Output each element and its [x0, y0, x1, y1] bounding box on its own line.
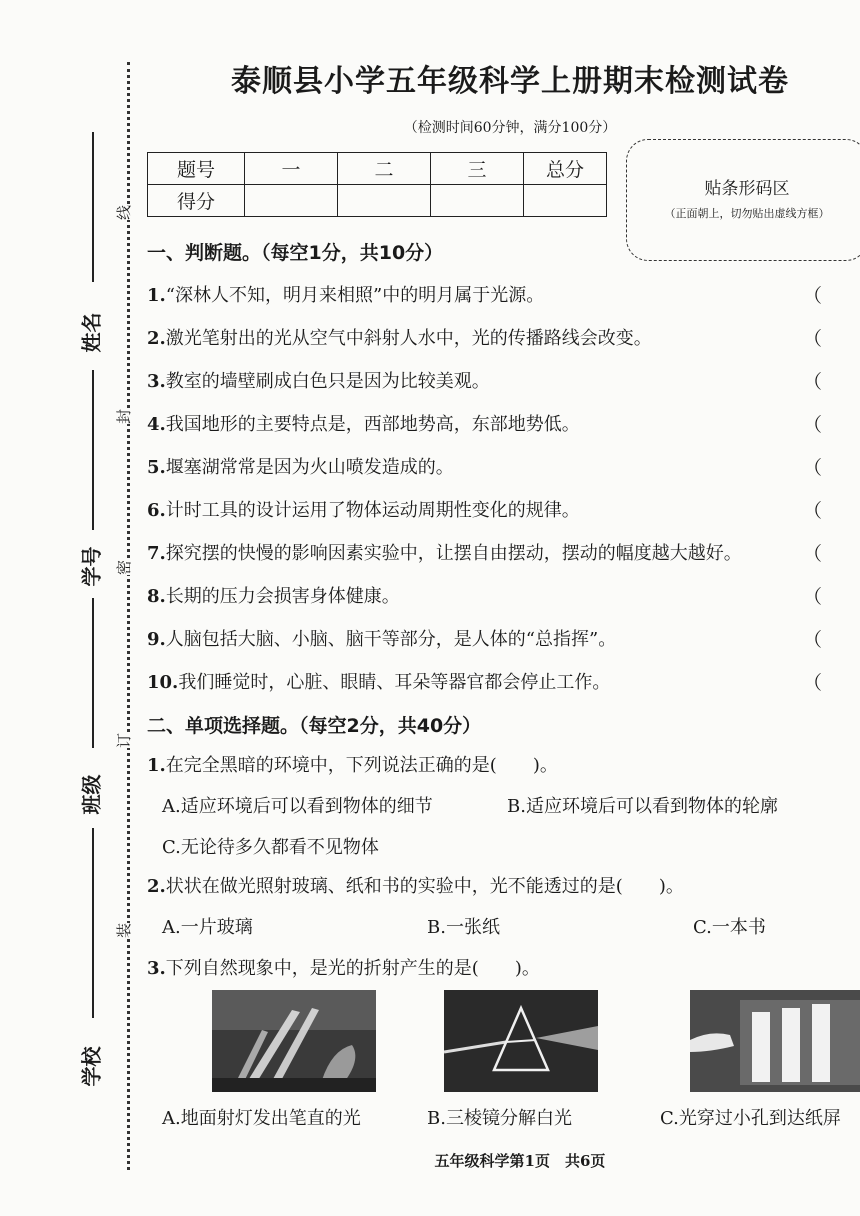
tf-question: [147, 668, 610, 694]
question-number: 2.: [147, 876, 166, 897]
question-number: 8.: [147, 586, 166, 607]
seal-char-secret: 密: [111, 560, 136, 575]
prism-photo-svg: [444, 990, 598, 1092]
binding-dotted-line: [127, 62, 130, 1170]
tf-question: [147, 539, 742, 565]
option-a[interactable]: A.一片玻璃: [162, 917, 253, 938]
question-number: 2.: [147, 328, 166, 349]
question-text: 状状在做光照射玻璃、纸和书的实验中，光不能透过的是( )。: [165, 876, 684, 897]
searchlight-photo-svg: [212, 990, 376, 1092]
answer-paren[interactable]: （: [803, 543, 823, 565]
q3-option-b[interactable]: B.三棱镜分解白光: [427, 1108, 572, 1129]
option-a[interactable]: A.适应环境后可以看到物体的细节: [162, 796, 433, 817]
question-text: 在完全黑暗的环境中，下列说法正确的是( )。: [165, 755, 558, 776]
score-table: [147, 152, 607, 217]
score-cell[interactable]: [338, 185, 431, 217]
score-cell[interactable]: [524, 185, 607, 217]
score-cell[interactable]: [431, 185, 524, 217]
question-number: 10.: [147, 672, 179, 693]
score-table-score-row: [148, 185, 607, 217]
question-text: 教室的墙壁刷成白色只是因为比较美观。: [165, 371, 490, 392]
answer-paren[interactable]: （: [803, 457, 823, 479]
seal-char-bind: 订: [111, 733, 136, 748]
option-c[interactable]: C.一本书: [693, 917, 766, 938]
tf-question: [147, 410, 580, 436]
tf-question: [147, 582, 400, 608]
barcode-note: （正面朝上，切勿贴出虚线方框）: [664, 207, 830, 220]
question-text: 探究摆的快慢的影响因素实验中，让摆自由摆动，摆动的幅度越大越好。: [165, 543, 742, 564]
question-text: 激光笔射出的光从空气中斜射人水中，光的传播路线会改变。: [165, 328, 652, 349]
barcode-title: 贴条形码区: [704, 179, 790, 199]
question-text: 人脑包括大脑、小脑、脑干等部分，是人体的“总指挥”。: [165, 629, 617, 650]
class-line: [92, 598, 94, 748]
seal-char-seal: 封: [111, 409, 136, 424]
score-cell[interactable]: [245, 185, 338, 217]
student-id-label: 学号: [79, 546, 104, 587]
page-footer: 五年级科学第1页 共6页: [434, 1152, 606, 1170]
section2-heading: 二、单项选择题。（每空2分，共40分）: [147, 715, 482, 737]
option-b[interactable]: B.适应环境后可以看到物体的轮廓: [507, 796, 778, 817]
prism-photo: [444, 990, 598, 1092]
question-number: 3.: [147, 958, 166, 979]
exam-subtitle: （检测时间60分钟，满分100分）: [403, 120, 617, 136]
mc-question: [147, 872, 684, 898]
q3-option-a[interactable]: A.地面射灯发出笔直的光: [162, 1108, 361, 1129]
name-line: [92, 132, 94, 282]
pinhole-photo-svg: [690, 990, 860, 1092]
mc-question: [147, 751, 558, 777]
question-number: 5.: [147, 457, 166, 478]
question-number: 7.: [147, 543, 166, 564]
tf-question: [147, 281, 544, 307]
searchlight-photo: [212, 990, 376, 1092]
tf-question: [147, 625, 616, 651]
section1-heading: 一、判断题。（每空1分，共10分）: [147, 242, 444, 264]
tf-question: [147, 367, 490, 393]
score-header-cell: 二: [338, 153, 431, 185]
tf-question: [147, 496, 580, 522]
answer-paren[interactable]: （: [803, 672, 823, 694]
question-number: 4.: [147, 414, 166, 435]
question-text: 我国地形的主要特点是，西部地势高，东部地势低。: [165, 414, 580, 435]
question-text: 计时工具的设计运用了物体运动周期性变化的规律。: [165, 500, 580, 521]
question-text: 堰塞湖常常是因为火山喷发造成的。: [165, 457, 454, 478]
answer-paren[interactable]: （: [803, 586, 823, 608]
question-number: 3.: [147, 371, 166, 392]
score-row-label: 得分: [148, 185, 245, 217]
question-number: 6.: [147, 500, 166, 521]
score-header-cell: 总分: [524, 153, 607, 185]
mc-question: [147, 954, 540, 980]
seal-char-line: 线: [111, 205, 136, 220]
q3-option-c[interactable]: C.光穿过小孔到达纸屏: [660, 1108, 841, 1129]
answer-paren[interactable]: （: [803, 629, 823, 651]
question-number: 1.: [147, 755, 166, 776]
option-b[interactable]: B.一张纸: [427, 917, 500, 938]
pinhole-photo: [690, 990, 860, 1092]
question-text: 下列自然现象中，是光的折射产生的是( )。: [165, 958, 540, 979]
answer-paren[interactable]: （: [803, 371, 823, 393]
name-label: 姓名: [79, 312, 104, 353]
barcode-area: [626, 139, 860, 261]
class-label: 班级: [79, 774, 104, 815]
score-header-cell: 三: [431, 153, 524, 185]
answer-paren[interactable]: （: [803, 500, 823, 522]
score-header-cell: 题号: [148, 153, 245, 185]
school-line: [92, 828, 94, 1018]
student-id-line: [92, 370, 94, 530]
score-header-cell: 一: [245, 153, 338, 185]
answer-paren[interactable]: （: [803, 328, 823, 350]
question-text: 长期的压力会损害身体健康。: [165, 586, 400, 607]
answer-paren[interactable]: （: [803, 414, 823, 436]
seal-char-pack: 装: [111, 923, 136, 938]
option-c[interactable]: C.无论待多久都看不见物体: [162, 837, 379, 858]
score-table-header-row: [148, 153, 607, 185]
tf-question: [147, 453, 454, 479]
question-text: 我们睡觉时，心脏、眼睛、耳朵等器官都会停止工作。: [178, 672, 611, 693]
question-number: 1.: [147, 285, 166, 306]
question-number: 9.: [147, 629, 166, 650]
answer-paren[interactable]: （: [803, 285, 823, 307]
tf-question: [147, 324, 652, 350]
school-label: 学校: [79, 1046, 104, 1087]
question-text: “深林人不知，明月来相照”中的明月属于光源。: [165, 285, 545, 306]
page-title: 泰顺县小学五年级科学上册期末检测试卷: [231, 64, 789, 99]
